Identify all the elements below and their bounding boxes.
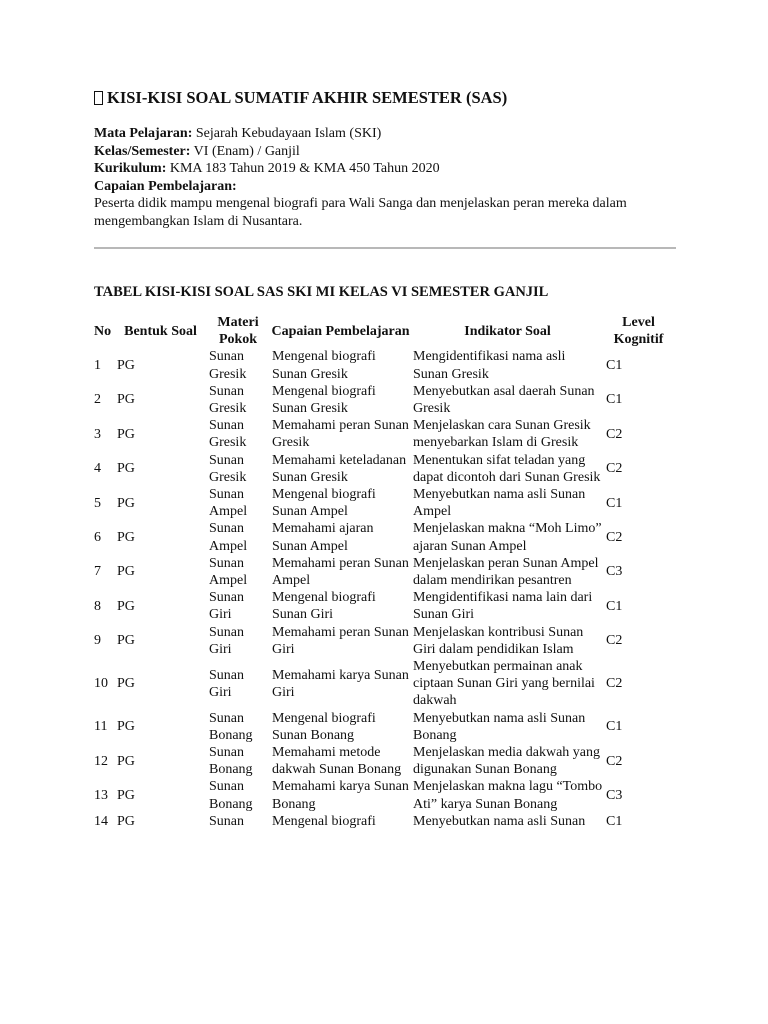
cell-bentuk-soal: PG xyxy=(117,461,135,477)
cell-no: 13 xyxy=(94,788,108,804)
cell-materi-pokok: Sunan Bonang xyxy=(209,745,253,778)
cell-level-kognitif: C2 xyxy=(606,530,623,546)
document-title-text: KISI-KISI SOAL SUMATIF AKHIR SEMESTER (SAS) xyxy=(107,88,508,107)
cell-level-kognitif: C2 xyxy=(606,426,623,442)
cell-materi-pokok: Sunan Bonang xyxy=(209,779,253,812)
cell-no: 2 xyxy=(94,392,101,408)
cell-materi-pokok: Sunan Ampel xyxy=(209,521,248,554)
cell-capaian-pembelajaran: Memahami karya Sunan Giri xyxy=(272,667,409,700)
cell-capaian-pembelajaran: Memahami peran Sunan Ampel xyxy=(272,555,409,589)
table-body xyxy=(92,348,673,830)
cell-no: 3 xyxy=(94,426,101,442)
table-row xyxy=(92,452,673,486)
header-materi-pokok: Materi Pokok xyxy=(217,315,259,348)
cell-capaian-pembelajaran: Memahami peran Sunan Giri xyxy=(272,624,409,657)
cell-level-kognitif: C1 xyxy=(606,495,623,511)
table-row xyxy=(92,348,673,382)
header-bentuk-soal: Bentuk Soal xyxy=(124,323,197,339)
cell-indikator-soal: Menyebutkan nama asli Sunan Bonang xyxy=(413,710,586,743)
cell-no: 4 xyxy=(94,461,101,477)
cell-indikator-soal: Menjelaskan cara Sunan Gresik menyebarkan Islam di Gresik xyxy=(413,418,591,451)
meta-mata-pelajaran: Mata Pelajaran: Sejarah Kebudayaan Islam (SKI) xyxy=(94,126,382,141)
cell-materi-pokok: Sunan Ampel xyxy=(209,555,248,589)
cell-level-kognitif: C2 xyxy=(606,676,623,692)
document-page xyxy=(94,88,676,830)
cell-materi-pokok: Sunan xyxy=(209,813,244,829)
cell-level-kognitif: C2 xyxy=(606,633,623,649)
cell-level-kognitif: C1 xyxy=(606,358,623,373)
cell-level-kognitif: C3 xyxy=(606,564,623,580)
cell-materi-pokok: Sunan Giri xyxy=(209,667,244,700)
table-row xyxy=(92,589,673,623)
cell-capaian-pembelajaran: Mengenal biografi Sunan Bonang xyxy=(272,710,376,743)
table-row xyxy=(92,744,673,778)
cell-capaian-pembelajaran: Memahami peran Sunan Gresik xyxy=(272,418,409,451)
meta-kelas-semester: Kelas/Semester: VI (Enam) / Ganjil xyxy=(94,143,300,159)
cell-capaian-pembelajaran: Mengenal biografi xyxy=(272,813,376,829)
cell-capaian-pembelajaran: Mengenal biografi Sunan Gresik xyxy=(272,383,376,417)
cell-no: 1 xyxy=(94,358,101,373)
document-meta xyxy=(94,125,676,230)
cell-bentuk-soal: PG xyxy=(117,788,135,804)
cell-capaian-pembelajaran: Memahami keteladanan Sunan Gresik xyxy=(272,452,407,485)
cell-bentuk-soal: PG xyxy=(117,598,135,614)
cell-indikator-soal: Menjelaskan makna “Moh Limo” ajaran Sunan Ampel xyxy=(413,521,602,554)
table-row xyxy=(92,813,673,830)
table-row xyxy=(92,555,673,589)
cell-indikator-soal: Mengidentifikasi nama asli Sunan Gresik xyxy=(413,349,566,382)
cell-bentuk-soal: PG xyxy=(117,719,135,735)
cell-indikator-soal: Mengidentifikasi nama lain dari Sunan Giri xyxy=(413,590,593,623)
table-row xyxy=(92,383,673,417)
table-row xyxy=(92,486,673,520)
meta-kurikulum: Kurikulum: KMA 183 Tahun 2019 & KMA 450 Tahun 2020 xyxy=(94,161,440,176)
cell-bentuk-soal: PG xyxy=(117,813,135,829)
cell-level-kognitif: C1 xyxy=(606,813,623,829)
cell-indikator-soal: Menyebutkan nama asli Sunan Ampel xyxy=(413,487,586,520)
header-level-kognitif: Level Kognitif xyxy=(613,315,664,348)
cell-level-kognitif: C2 xyxy=(606,753,623,769)
header-capaian-pembelajaran: Capaian Pembelajaran xyxy=(271,323,410,339)
table-row xyxy=(92,658,673,710)
horizontal-divider xyxy=(94,247,676,249)
kisi-kisi-table xyxy=(92,314,673,830)
cell-no: 9 xyxy=(94,633,101,649)
cell-indikator-soal: Menentukan sifat teladan yang dapat dicontoh dari Sunan Gresik xyxy=(413,452,601,485)
cell-bentuk-soal: PG xyxy=(117,633,135,649)
cell-materi-pokok: Sunan Gresik xyxy=(209,418,247,451)
table-row xyxy=(92,417,673,451)
cell-materi-pokok: Sunan Giri xyxy=(209,590,244,623)
cell-indikator-soal: Menyebutkan permainan anak ciptaan Sunan Giri yang bernilai dakwah xyxy=(413,659,595,709)
cell-no: 8 xyxy=(94,598,101,614)
cell-indikator-soal: Menyebutkan asal daerah Sunan Gresik xyxy=(413,383,595,417)
cell-no: 12 xyxy=(94,753,108,769)
cell-bentuk-soal: PG xyxy=(117,358,135,373)
meta-capaian-text: Peserta didik mampu mengenal biografi para Wali Sanga dan menjelaskan peran mereka dalam mengembangkan Islam di Nusantara. xyxy=(94,196,627,229)
cell-indikator-soal: Menjelaskan makna lagu “Tombo Ati” karya Sunan Bonang xyxy=(413,779,603,812)
cell-no: 14 xyxy=(94,813,108,829)
cell-level-kognitif: C1 xyxy=(606,598,623,614)
missing-glyph-icon xyxy=(94,91,103,105)
cell-bentuk-soal: PG xyxy=(117,753,135,769)
cell-no: 11 xyxy=(94,719,108,735)
cell-materi-pokok: Sunan Giri xyxy=(209,624,244,657)
cell-bentuk-soal: PG xyxy=(117,530,135,546)
cell-no: 7 xyxy=(94,564,101,580)
cell-level-kognitif: C2 xyxy=(606,461,623,477)
cell-bentuk-soal: PG xyxy=(117,426,135,442)
cell-materi-pokok: Sunan Bonang xyxy=(209,710,253,743)
cell-level-kognitif: C1 xyxy=(606,719,623,735)
cell-materi-pokok: Sunan Gresik xyxy=(209,452,247,485)
table-row xyxy=(92,710,673,744)
cell-materi-pokok: Sunan Gresik xyxy=(209,349,247,382)
cell-no: 10 xyxy=(94,676,108,692)
document-title xyxy=(94,88,676,108)
cell-capaian-pembelajaran: Mengenal biografi Sunan Giri xyxy=(272,590,376,623)
cell-level-kognitif: C1 xyxy=(606,392,623,408)
header-indikator-soal: Indikator Soal xyxy=(464,323,551,339)
cell-materi-pokok: Sunan Ampel xyxy=(209,487,248,520)
cell-bentuk-soal: PG xyxy=(117,676,135,692)
cell-no: 5 xyxy=(94,495,101,511)
cell-capaian-pembelajaran: Mengenal biografi Sunan Ampel xyxy=(272,487,376,520)
table-row xyxy=(92,778,673,812)
cell-capaian-pembelajaran: Memahami karya Sunan Bonang xyxy=(272,779,409,812)
cell-capaian-pembelajaran: Memahami metode dakwah Sunan Bonang xyxy=(272,745,402,778)
table-header-row xyxy=(92,314,673,348)
cell-bentuk-soal: PG xyxy=(117,392,135,408)
cell-indikator-soal: Menjelaskan media dakwah yang digunakan Sunan Bonang xyxy=(413,745,600,778)
cell-indikator-soal: Menjelaskan kontribusi Sunan Giri dalam pendidikan Islam xyxy=(413,624,584,657)
cell-capaian-pembelajaran: Mengenal biografi Sunan Gresik xyxy=(272,349,376,382)
header-no: No xyxy=(94,323,112,339)
cell-bentuk-soal: PG xyxy=(117,564,135,580)
cell-materi-pokok: Sunan Gresik xyxy=(209,383,247,417)
cell-capaian-pembelajaran: Memahami ajaran Sunan Ampel xyxy=(272,521,374,554)
table-row xyxy=(92,520,673,554)
table-title: TABEL KISI-KISI SOAL SAS SKI MI KELAS VI SEMESTER GANJIL xyxy=(94,284,549,300)
cell-bentuk-soal: PG xyxy=(117,495,135,511)
cell-indikator-soal: Menjelaskan peran Sunan Ampel dalam mendirikan pesantren xyxy=(413,555,599,589)
cell-no: 6 xyxy=(94,530,101,546)
cell-level-kognitif: C3 xyxy=(606,788,623,804)
cell-indikator-soal: Menyebutkan nama asli Sunan xyxy=(413,813,586,829)
table-row xyxy=(92,624,673,658)
meta-capaian-label: Capaian Pembelajaran: xyxy=(94,178,237,194)
